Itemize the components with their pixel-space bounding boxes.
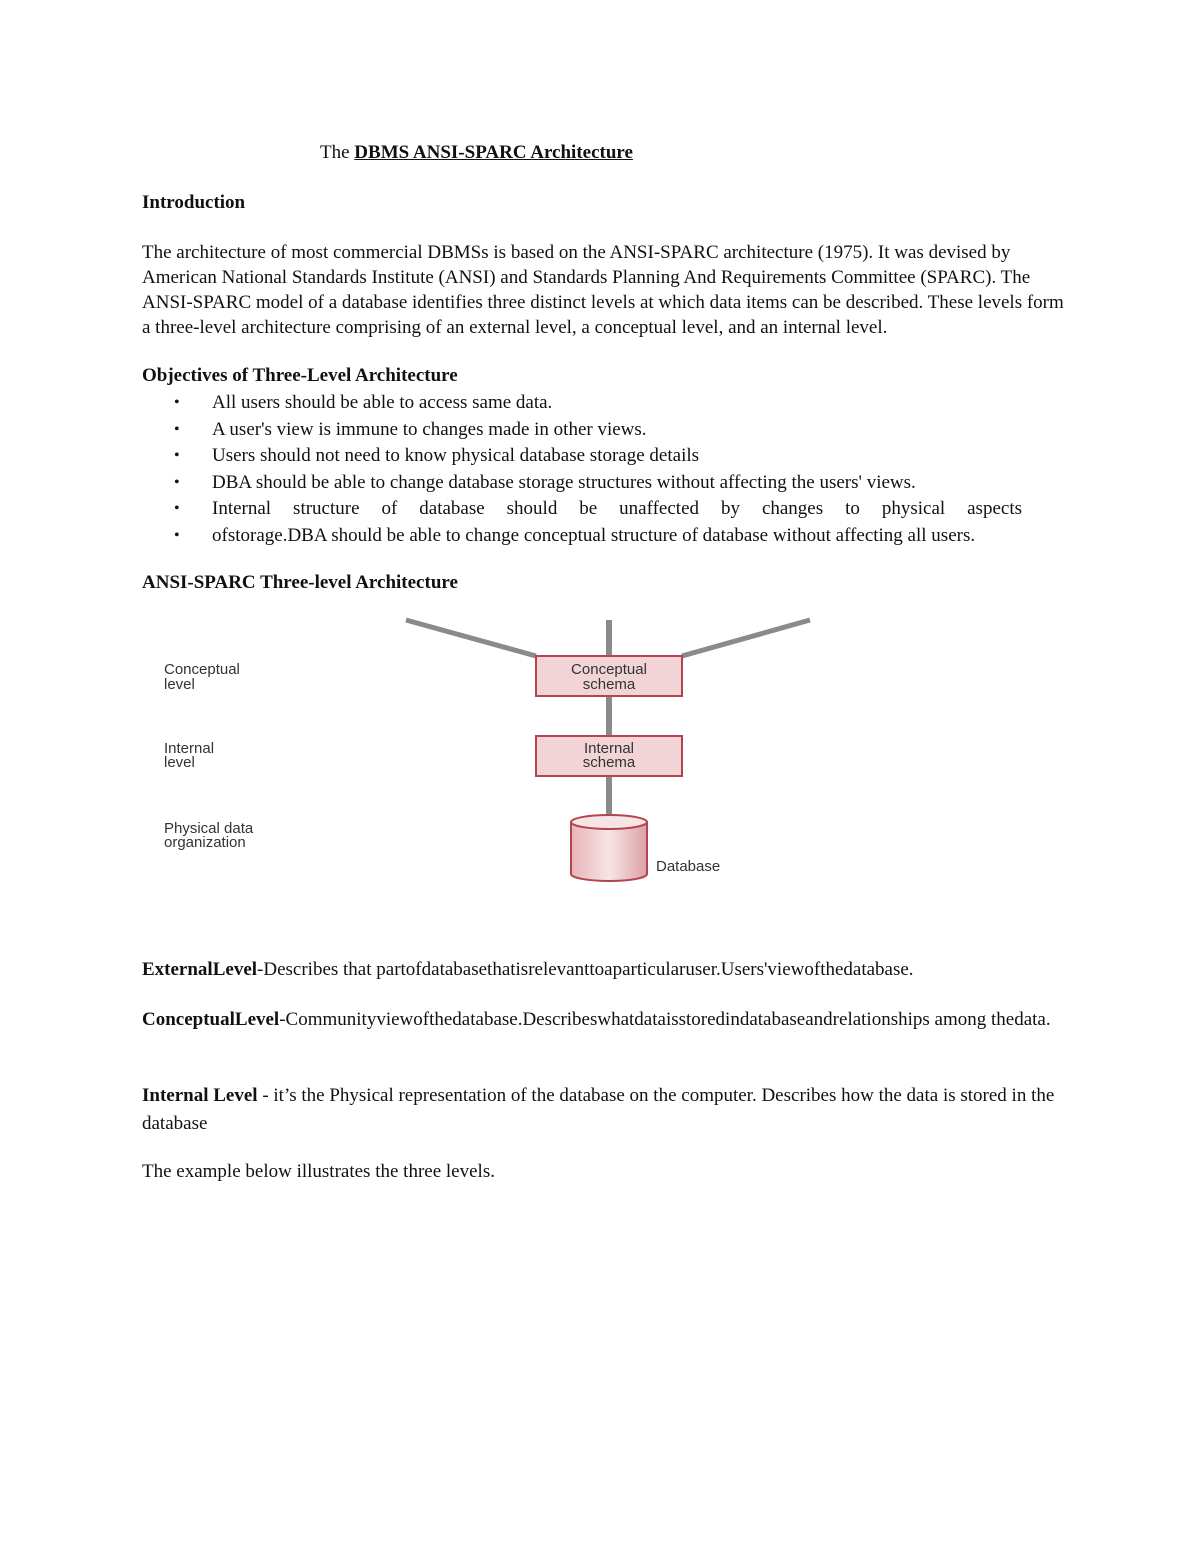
conceptual-schema-label-line2: schema: [582, 676, 636, 693]
definition-term: ConceptualLevel: [142, 1009, 280, 1030]
database-label: Database: [656, 858, 721, 875]
list-item: • Users should not need to know physical database storage details: [142, 443, 1022, 470]
internal-level-label-line2: level: [164, 754, 195, 771]
introduction-paragraph: The architecture of most commercial DBMSs is based on the ANSI-SPARC architecture (1975). It was devised by American National Standards Institute (ANSI) and Standards Planning And Requirements Committee (SPARC). The ANSI-SPARC model of a database identifies three distinct levels at which data items can be described. These levels form a three-level architecture comprising of an external level, a conceptual level, and an internal level.: [142, 242, 1064, 338]
closing-sentence: The example below illustrates the three levels.: [142, 1161, 495, 1182]
physical-label-line2: organization: [164, 834, 246, 851]
objectives-list: [142, 390, 1022, 549]
definition-external-level: ExternalLevel-Describes that partofdatabasethatisrelevanttoaparticularuser.Users'viewofthedatabase.: [142, 959, 914, 980]
bullet-icon: •: [174, 447, 180, 464]
conceptual-level-label-line2: level: [164, 676, 195, 693]
external-link-line-left: [406, 620, 536, 656]
list-item: • A user's view is immune to changes made in other views.: [142, 417, 1022, 444]
document-title: The DBMS ANSI-SPARC Architecture: [320, 142, 633, 163]
introduction-heading: Introduction: [142, 192, 246, 213]
external-link-line-right: [682, 620, 810, 656]
definition-conceptual-level: ConceptualLevel-Communityviewofthedatabase.Describeswhatdataisstoredindatabaseandrelationships among thedata.: [142, 1009, 1051, 1030]
internal-schema-label-line2: schema: [582, 754, 636, 771]
database-cylinder-icon: [571, 815, 647, 881]
list-item: • ofstorage.DBA should be able to change conceptual structure of database without affecting all users.: [142, 523, 1022, 550]
definition-term: Internal Level: [142, 1085, 258, 1106]
definition-term: ExternalLevel: [142, 959, 258, 980]
list-item: • DBA should be able to change database storage structures without affecting the users' views.: [142, 470, 1022, 497]
conceptual-schema-label-line1: Conceptual: [571, 661, 647, 678]
internal-schema-label-line1: Internal: [583, 740, 635, 757]
bullet-icon: •: [174, 394, 180, 411]
architecture-diagram: [150, 612, 830, 892]
list-item: • All users should be able to access same data.: [142, 390, 1022, 417]
definition-internal-level: Internal Level - it’s the Physical representation of the database on the computer. Describes how the data is stored in the database: [142, 1085, 1055, 1134]
bullet-icon: •: [174, 473, 180, 491]
objectives-heading: Objectives of Three-Level Architecture: [142, 365, 458, 386]
bullet-icon: •: [174, 526, 180, 544]
document-title-main: DBMS ANSI-SPARC Architecture: [354, 142, 633, 163]
architecture-heading: ANSI-SPARC Three-level Architecture: [142, 572, 458, 593]
physical-label-line1: Physical data: [164, 820, 254, 837]
list-item: • Internal structure of database should be unaffected by changes to physical aspects: [142, 496, 1022, 523]
internal-level-label-line1: Internal: [164, 740, 215, 757]
conceptual-level-label-line1: Conceptual: [164, 661, 240, 678]
bullet-icon: •: [174, 420, 180, 438]
bullet-icon: •: [174, 500, 180, 517]
